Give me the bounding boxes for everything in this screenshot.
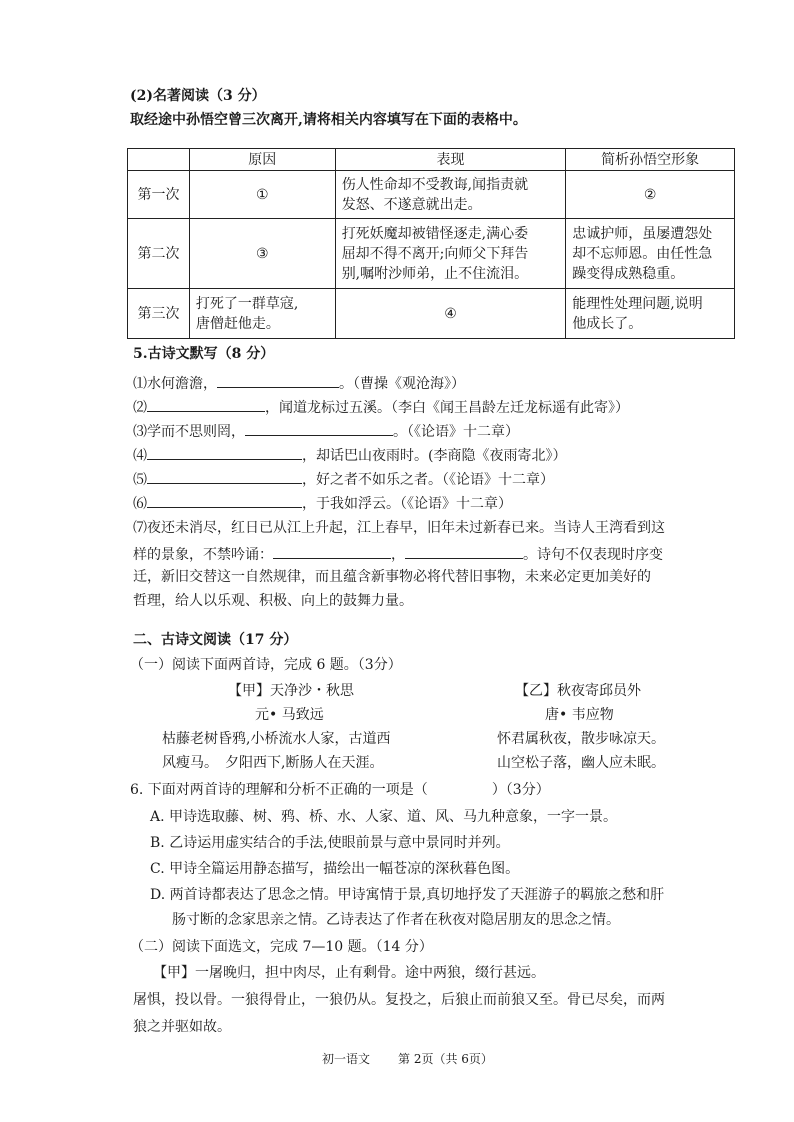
cell-line: 能理性处理问题,说明 — [572, 295, 703, 312]
cell-line: 他成长了。 — [572, 315, 643, 332]
poetry-q7-line3: 迁，新旧交替这一自然规律，而且蕴含新事物必将代替旧事物，未来必定更加美好的 — [133, 569, 651, 585]
cell-line: 打死妖魔却被错怪逐走,满心委 — [341, 225, 529, 242]
reading-table — [127, 148, 735, 339]
q-text: ⑸ — [133, 472, 147, 488]
table-cell — [189, 289, 335, 339]
reading-instruction: 取经途中孙悟空曾三次离开,请将相关内容填写在下面的表格中。 — [130, 112, 527, 128]
poetry-q7-line4: 哲理，给人以乐观、积极、向上的鼓舞力量。 — [133, 593, 413, 609]
q-text: ）（3分） — [491, 782, 550, 798]
poetry-q6 — [133, 492, 512, 514]
passage-line2: 屠惧，投以骨。一狼得骨止，一狼仍从。复投之，后狼止而前狼又至。骨已尽矣，而两 — [133, 992, 665, 1008]
answer-blank[interactable] — [273, 543, 391, 559]
q-text: ⑶学而不思则罔， — [133, 424, 245, 440]
answer-blank[interactable] — [147, 468, 302, 484]
poetry-q7-line1: ⑺夜还未消尽，红日已从江上升起，江上春早，旧年未过新春已来。当诗人王湾看到这 — [133, 520, 665, 536]
part2-title: 二、古诗文阅读（17 分） — [133, 632, 298, 648]
q-text: 样的景象，不禁吟诵： — [133, 547, 273, 563]
blank-marker-1[interactable]: ① — [189, 171, 335, 219]
q-text: ，好之者不如乐之者。（《论语》十二章） — [302, 472, 554, 488]
q-text: 6. 下面对两首诗的理解和分析不正确的一项是（ — [130, 782, 428, 798]
cell-line: 却不忘师恩。由任性急 — [572, 245, 713, 262]
q6-option-d-cont: 肠寸断的念家思亲之情。乙诗表达了作者在秋夜对隐居朋友的思念之情。 — [172, 912, 620, 928]
blank-marker-4[interactable]: ④ — [335, 289, 566, 339]
cell-line: 发怒、不遂意就出走。 — [341, 196, 482, 213]
poetry-q3 — [133, 420, 519, 442]
table-row — [128, 289, 735, 339]
blank-marker-3[interactable]: ③ — [189, 219, 335, 289]
answer-blank[interactable] — [147, 444, 302, 460]
poem-b-title: 【乙】秋夜寄邱员外 — [515, 683, 641, 699]
table-cell — [335, 171, 566, 219]
table-cell — [566, 289, 735, 339]
cell-line: 忠诚护师，虽屡遭怨处 — [572, 225, 713, 242]
table-row — [128, 219, 735, 289]
cell-line: 伤人性命却不受教诲,闻指责就 — [341, 176, 529, 193]
q-text: ，闻道龙标过五溪。（李白《闻王昌龄左迁龙标遥有此寄》） — [265, 400, 629, 416]
poem-a-title: 【甲】天净沙・秋思 — [228, 683, 354, 699]
passage-line3: 狼之并驱如故。 — [133, 1019, 231, 1035]
answer-blank[interactable] — [245, 420, 393, 436]
poetry-q7-line2 — [133, 543, 663, 565]
poetry-title: 5.古诗文默写（8 分） — [133, 346, 275, 362]
poetry-q1 — [133, 372, 465, 394]
q-text: ⑵ — [133, 400, 147, 416]
table-header — [128, 149, 190, 171]
q6-option-c[interactable]: C. 甲诗全篇运用静态描写，描绘出一幅苍凉的深秋暮色图。 — [150, 861, 520, 877]
part2-sub1: （一）阅读下面两首诗，完成 6 题。（3分） — [130, 657, 402, 673]
q-text: ，于我如浮云。（《论语》十二章） — [302, 496, 512, 512]
table-cell — [566, 219, 735, 289]
answer-blank[interactable] — [405, 543, 523, 559]
answer-blank[interactable] — [147, 492, 302, 508]
row-label: 第二次 — [128, 219, 190, 289]
table-cell — [335, 219, 566, 289]
footer-subject: 初一语文 — [322, 1052, 371, 1066]
poem-a-line2: 风瘦马。 夕阳西下,断肠人在天涯。 — [162, 755, 384, 771]
poem-b-line2: 山空松子落，幽人应未眠。 — [497, 755, 665, 771]
q-text: ⑷ — [133, 448, 147, 464]
table-header-row — [128, 149, 735, 171]
table-header: 原因 — [189, 149, 335, 171]
cell-line: 别,嘱咐沙师弟，止不住流泪。 — [341, 265, 529, 282]
passage-line1: 【甲】一屠晚归，担中肉尽，止有剩骨。途中两狼，缀行甚远。 — [153, 965, 545, 981]
cell-line: 打死了一群草寇, — [195, 295, 299, 312]
q-text: 。（《论语》十二章） — [393, 424, 519, 440]
table-row — [128, 171, 735, 219]
row-label: 第三次 — [128, 289, 190, 339]
cell-line: 躁变得成熟稳重。 — [572, 265, 685, 282]
row-label: 第一次 — [128, 171, 190, 219]
answer-blank[interactable] — [147, 396, 265, 412]
poetry-q5 — [133, 468, 554, 490]
blank-marker-2[interactable]: ② — [566, 171, 735, 219]
answer-blank[interactable] — [217, 372, 339, 388]
cell-line: 唐僧赶他走。 — [195, 315, 280, 332]
q6-option-a[interactable]: A. 甲诗选取藤、树、鸦、桥、水、人家、道、风、马九种意象，一字一景。 — [150, 809, 618, 825]
poem-a-author: 元• 马致远 — [255, 707, 324, 723]
q-text: ⑴水何澹澹， — [133, 376, 217, 392]
poetry-q4 — [133, 444, 566, 466]
q6-option-d[interactable]: D. 两首诗都表达了思念之情。甲诗寓情于景,真切地抒发了天涯游子的羁旅之愁和肝 — [150, 887, 665, 903]
poem-b-author: 唐• 韦应物 — [545, 707, 614, 723]
reading-title: (2)名著阅读（3 分） — [130, 88, 266, 104]
q-text: 。诗句不仅表现时序变 — [523, 547, 663, 563]
poetry-q2 — [133, 396, 629, 418]
table-header: 表现 — [335, 149, 566, 171]
q6-option-b[interactable]: B. 乙诗运用虚实结合的手法,使眼前景与意中景同时并列。 — [150, 835, 510, 851]
poem-a-line1: 枯藤老树昏鸦,小桥流水人家，古道西 — [162, 731, 391, 747]
table-header: 简析孙悟空形象 — [566, 149, 735, 171]
part2-sub2: （二）阅读下面选文，完成 7—10 题。（14 分） — [130, 939, 433, 955]
cell-line: 屈却不得不离开;向师父下拜告 — [341, 245, 529, 262]
q6-stem — [130, 780, 550, 800]
q-text: ⑹ — [133, 496, 147, 512]
q-text: ， — [391, 547, 405, 563]
q-text: 。（曹操《观沧海》） — [339, 376, 465, 392]
footer-page-number: 第 2页（共 6页） — [398, 1052, 493, 1066]
q-text: ，却话巴山夜雨时。(李商隐《夜雨寄北》） — [302, 448, 567, 464]
poem-b-line1: 怀君属秋夜，散步咏凉天。 — [497, 731, 665, 747]
